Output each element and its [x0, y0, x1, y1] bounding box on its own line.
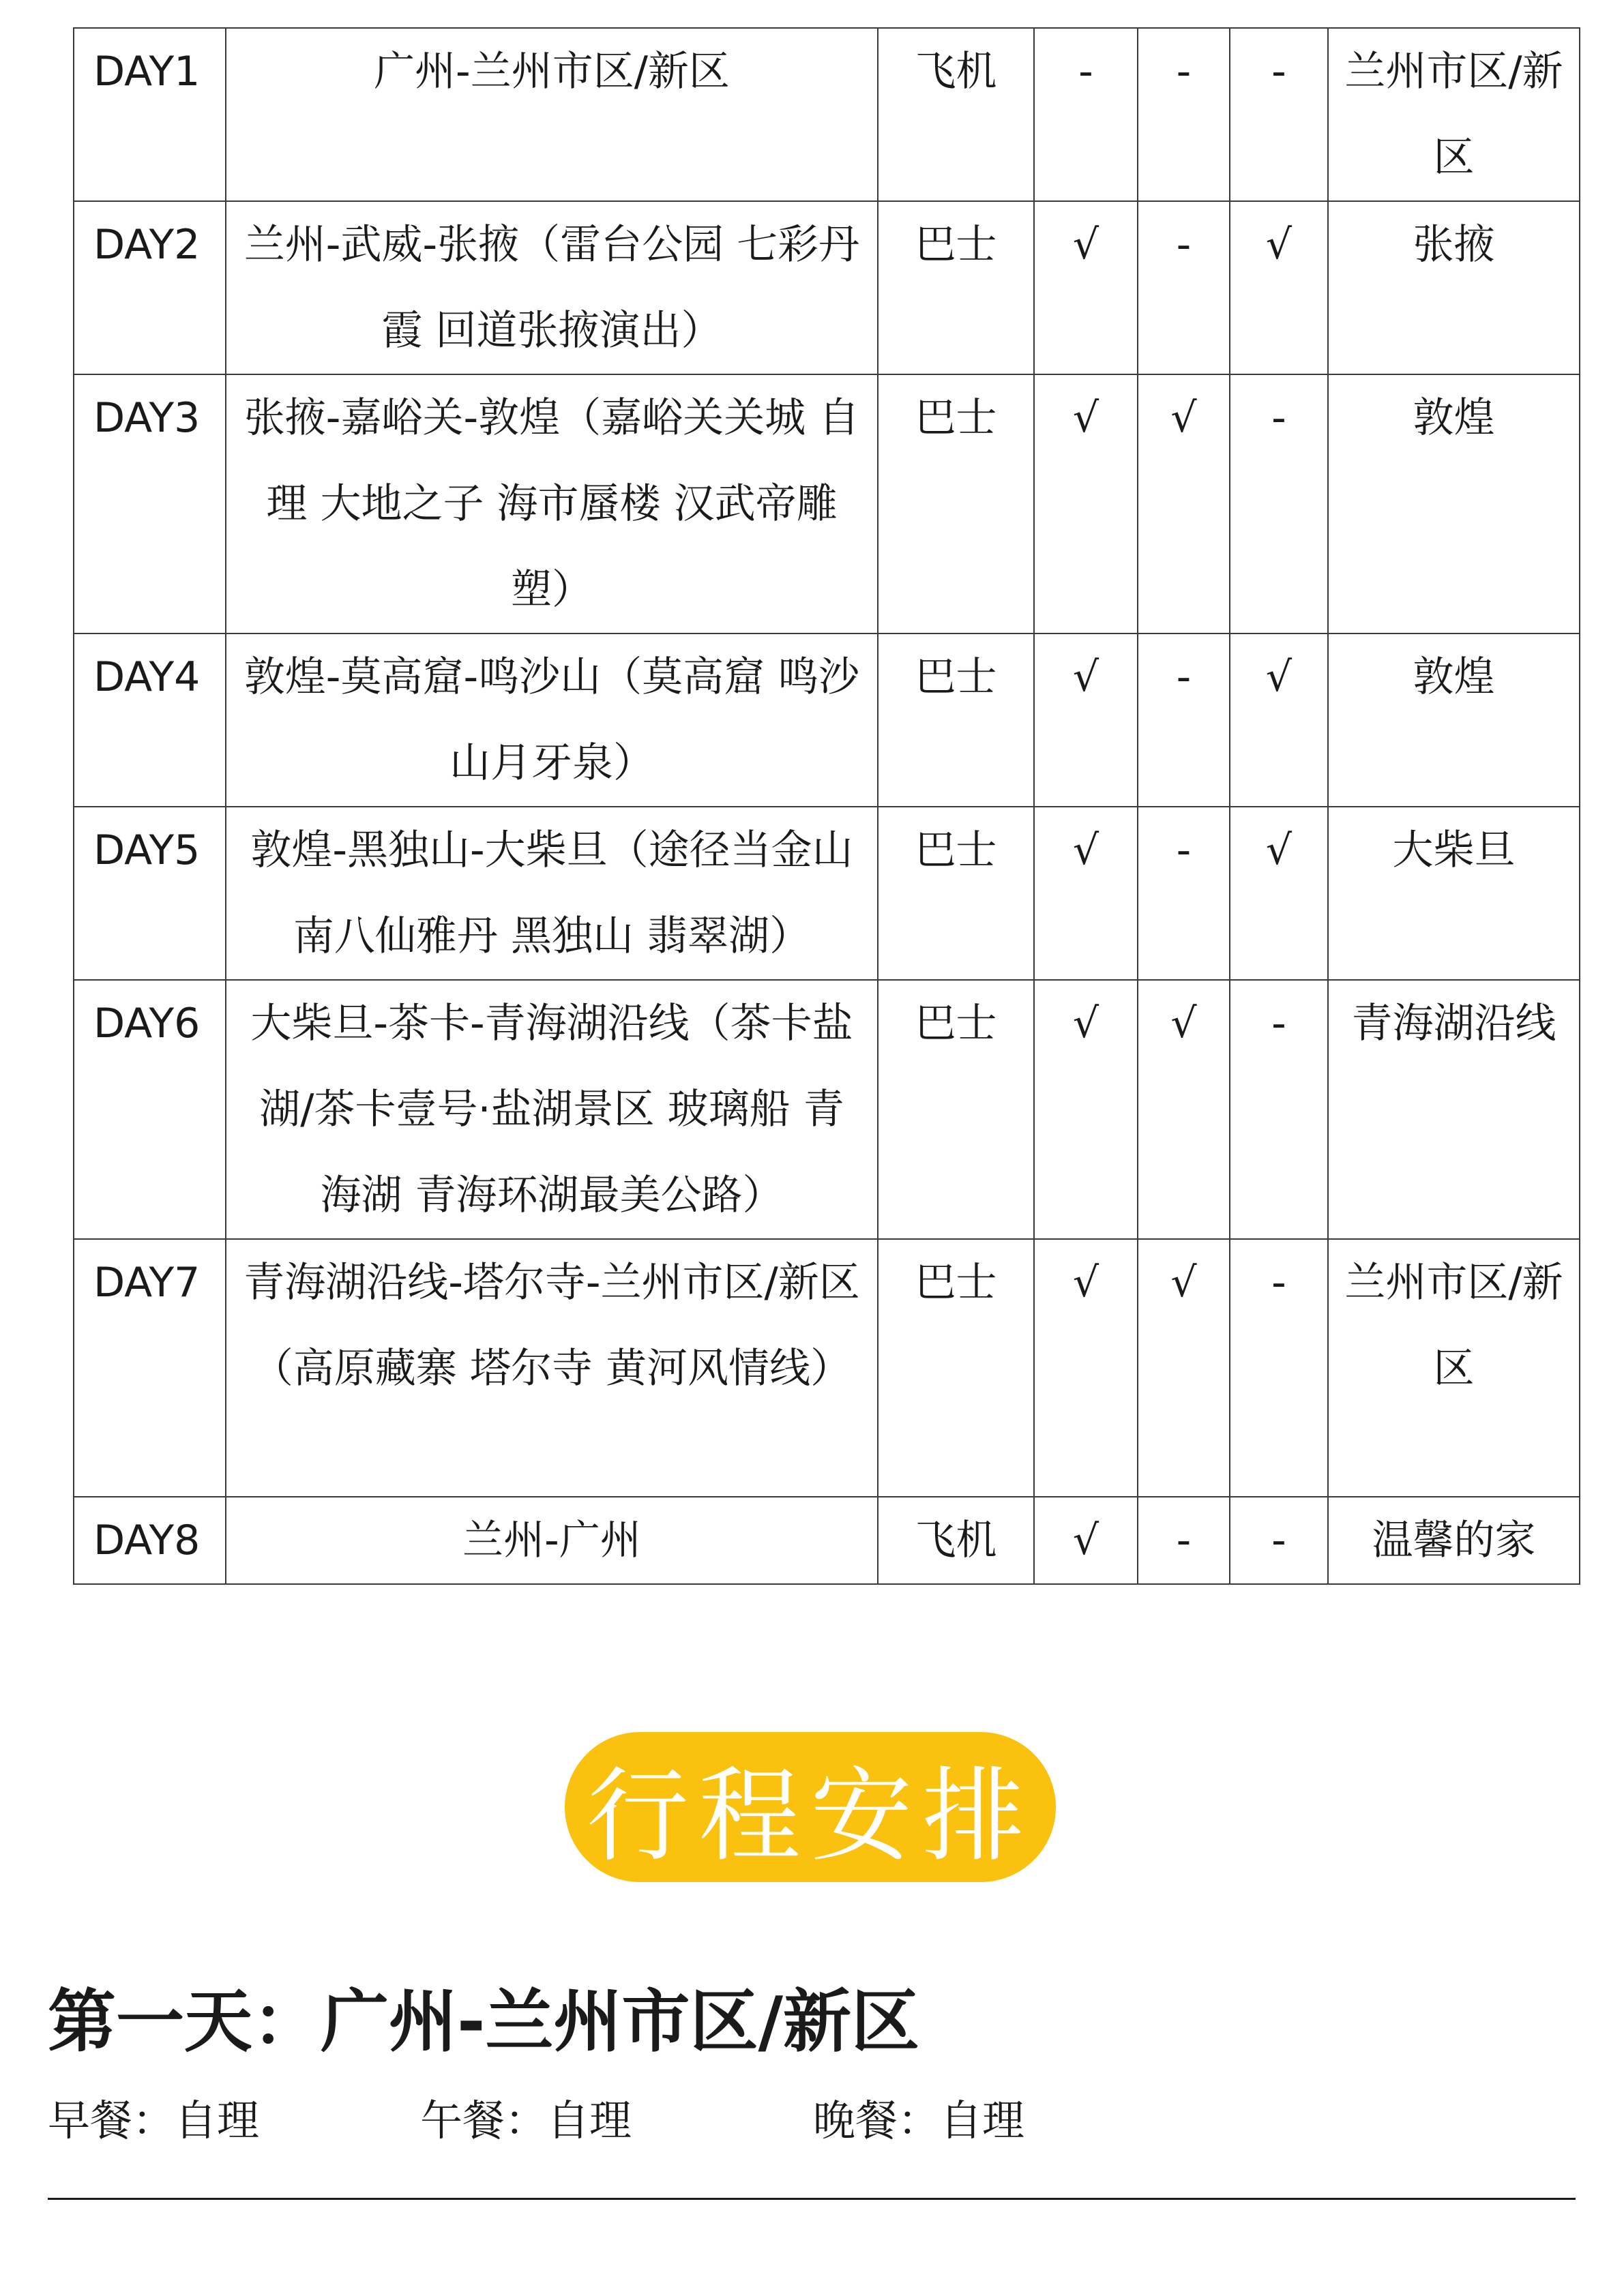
breakfast-cell: √: [1034, 980, 1138, 1239]
route-cell: 张掖-嘉峪关-敦煌（嘉峪关关城 自理 大地之子 海市蜃楼 汉武帝雕塑）: [226, 374, 878, 633]
itinerary-table: [73, 27, 1580, 1585]
route-cell: 大柴旦-茶卡-青海湖沿线（茶卡盐湖/茶卡壹号·盐湖景区 玻璃船 青海湖 青海环湖最美公路）: [226, 980, 878, 1239]
transport-cell: 巴士: [878, 1239, 1034, 1497]
lunch-info: 午餐：自理: [420, 2096, 632, 2145]
hotel-cell: 敦煌: [1328, 374, 1580, 633]
transport-cell: 巴士: [878, 980, 1034, 1239]
breakfast-cell: √: [1034, 633, 1138, 807]
route-cell: 兰州-武威-张掖（雷台公园 七彩丹霞 回道张掖演出）: [226, 201, 878, 374]
table-row: [74, 980, 1580, 1239]
dinner-cell: √: [1230, 807, 1328, 980]
day-cell: DAY2: [74, 201, 226, 374]
dinner-cell: -: [1230, 374, 1328, 633]
breakfast-cell: √: [1034, 1239, 1138, 1497]
transport-cell: 飞机: [878, 1497, 1034, 1584]
table-row: [74, 201, 1580, 374]
hotel-cell: 温馨的家: [1328, 1497, 1580, 1584]
table-row: [74, 28, 1580, 201]
hotel-cell: 兰州市区/新区: [1328, 1239, 1580, 1497]
lunch-cell: √: [1138, 374, 1230, 633]
day-cell: DAY8: [74, 1497, 226, 1584]
table-row: [74, 374, 1580, 633]
route-cell: 敦煌-莫高窟-鸣沙山（莫高窟 鸣沙山月牙泉）: [226, 633, 878, 807]
day-cell: DAY3: [74, 374, 226, 633]
breakfast-cell: √: [1034, 807, 1138, 980]
lunch-cell: -: [1138, 633, 1230, 807]
table-row: [74, 1239, 1580, 1497]
day-cell: DAY6: [74, 980, 226, 1239]
lunch-cell: -: [1138, 807, 1230, 980]
section-badge: [565, 1732, 1056, 1882]
route-cell: 青海湖沿线-塔尔寺-兰州市区/新区（高原藏寨 塔尔寺 黄河风情线）: [226, 1239, 878, 1497]
divider: [48, 2198, 1576, 2200]
section-badge-label: 行程安排: [586, 1757, 1034, 1876]
lunch-cell: √: [1138, 1239, 1230, 1497]
breakfast-cell: -: [1034, 28, 1138, 201]
dinner-cell: -: [1230, 28, 1328, 201]
route-cell: 敦煌-黑独山-大柴旦（途径当金山 南八仙雅丹 黑独山 翡翠湖）: [226, 807, 878, 980]
breakfast-cell: √: [1034, 201, 1138, 374]
dinner-cell: -: [1230, 980, 1328, 1239]
lunch-cell: -: [1138, 201, 1230, 374]
day-cell: DAY7: [74, 1239, 226, 1497]
day-cell: DAY5: [74, 807, 226, 980]
transport-cell: 巴士: [878, 374, 1034, 633]
breakfast-cell: √: [1034, 1497, 1138, 1584]
dinner-info: 晚餐：自理: [813, 2096, 1025, 2145]
transport-cell: 飞机: [878, 28, 1034, 201]
transport-cell: 巴士: [878, 807, 1034, 980]
hotel-cell: 大柴旦: [1328, 807, 1580, 980]
dinner-cell: √: [1230, 201, 1328, 374]
hotel-cell: 张掖: [1328, 201, 1580, 374]
table-row: [74, 807, 1580, 980]
day-cell: DAY4: [74, 633, 226, 807]
table-row: [74, 633, 1580, 807]
breakfast-info: 早餐：自理: [48, 2096, 260, 2145]
dinner-cell: -: [1230, 1497, 1328, 1584]
transport-cell: 巴士: [878, 633, 1034, 807]
table-row: [74, 1497, 1580, 1584]
dinner-cell: √: [1230, 633, 1328, 807]
day-title: 第一天：广州-兰州市区/新区: [48, 1982, 920, 2061]
hotel-cell: 敦煌: [1328, 633, 1580, 807]
lunch-cell: √: [1138, 980, 1230, 1239]
transport-cell: 巴士: [878, 201, 1034, 374]
dinner-cell: -: [1230, 1239, 1328, 1497]
hotel-cell: 青海湖沿线: [1328, 980, 1580, 1239]
route-cell: 广州-兰州市区/新区: [226, 28, 878, 201]
lunch-cell: -: [1138, 28, 1230, 201]
breakfast-cell: √: [1034, 374, 1138, 633]
hotel-cell: 兰州市区/新区: [1328, 28, 1580, 201]
day-cell: DAY1: [74, 28, 226, 201]
lunch-cell: -: [1138, 1497, 1230, 1584]
route-cell: 兰州-广州: [226, 1497, 878, 1584]
